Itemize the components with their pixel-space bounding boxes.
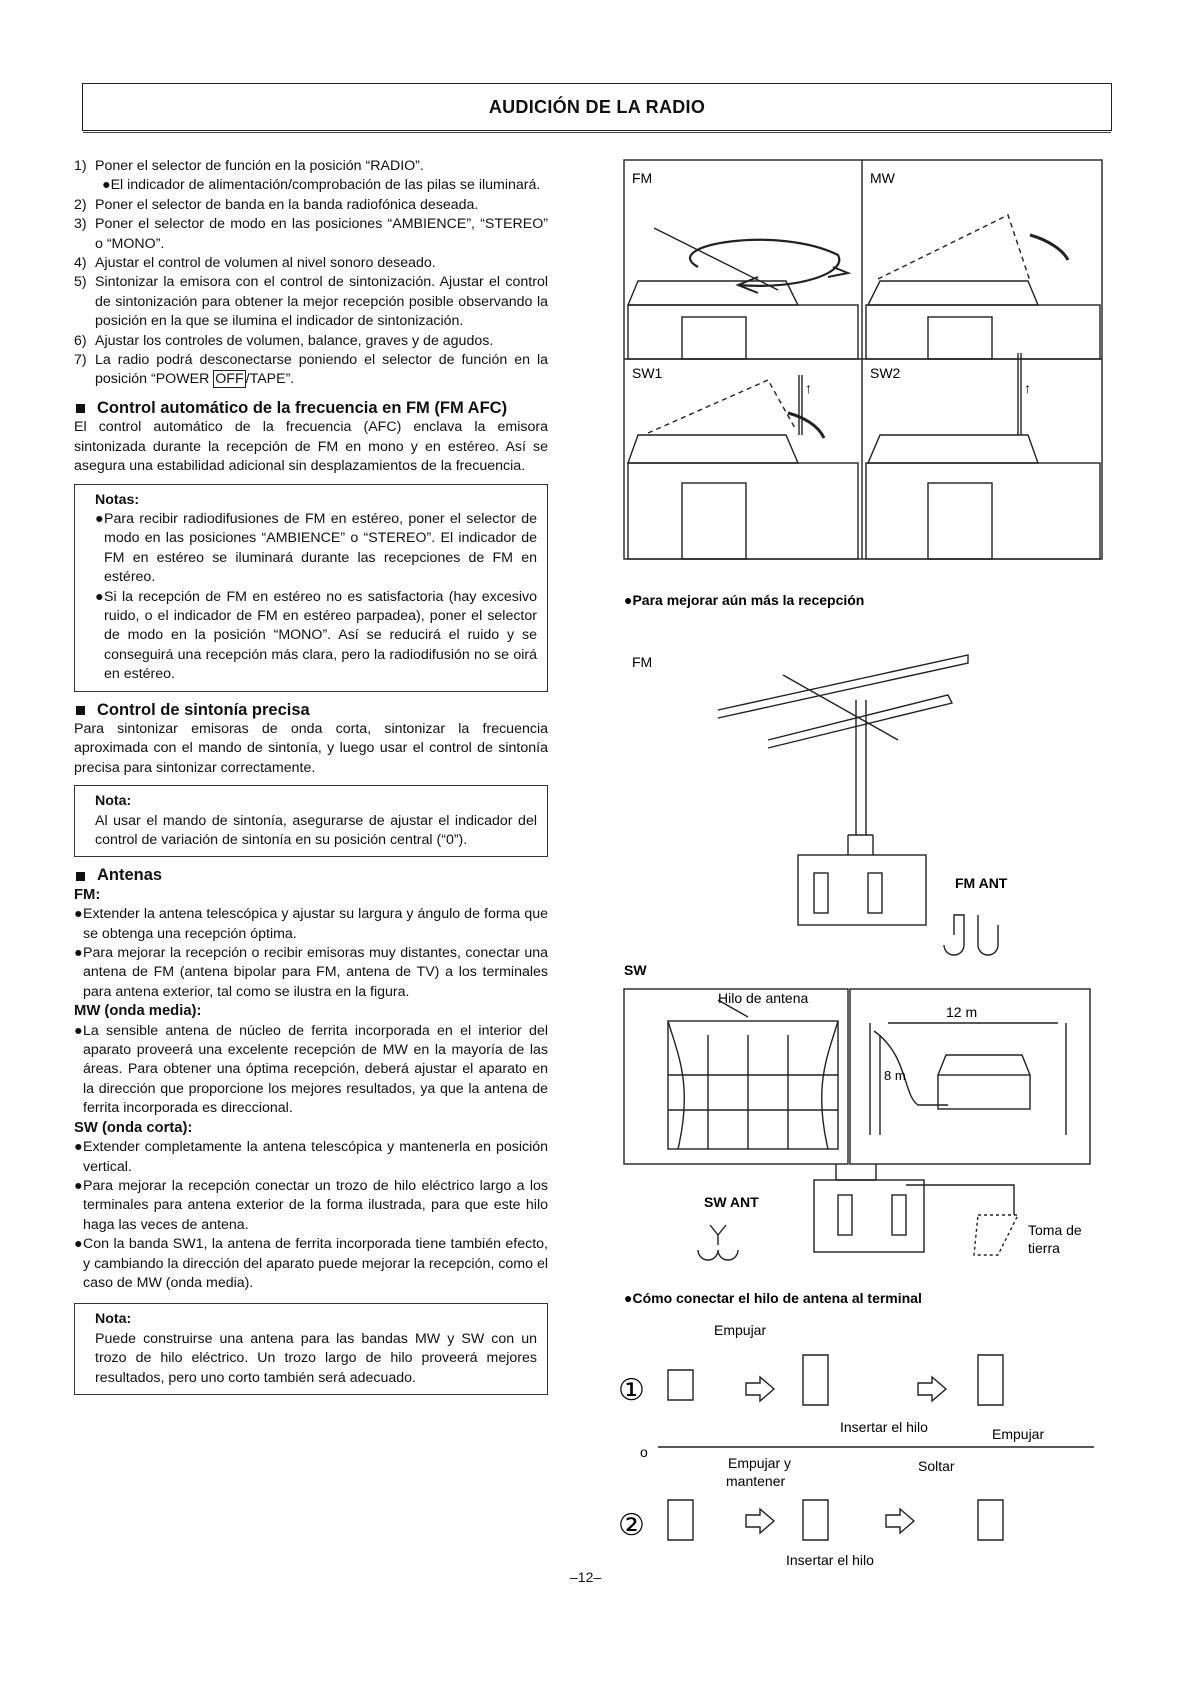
panel-sw2-label: SW2 (870, 365, 901, 381)
ground-label-2: tierra (1028, 1240, 1060, 1256)
step-2-icon: ② (618, 1509, 645, 1542)
step-item: 5) Sintonizar la emisora con el control de sintonización. Ajustar el control de sintonización para obtener la mejor recepción posible observando la posición en la que se ilumina el indicador de sintonización. (74, 274, 548, 330)
fm-ext-label: FM (632, 654, 653, 670)
insert-label-2: Insertar el hilo (786, 1552, 874, 1568)
push-hold-label-2: mantener (726, 1473, 786, 1489)
fm-item: ● Extender la antena telescópica y ajustar su largura y ángulo de forma que se obtenga una recepción óptima. (74, 906, 548, 942)
ground-label: Toma de (1028, 1222, 1082, 1238)
note-title: Nota: (95, 793, 132, 810)
afc-heading: Control automático de la frecuencia en FM (FM AFC) (74, 399, 548, 418)
terminal-block (798, 855, 926, 925)
note-text: Al usar el mando de sintonía, asegurarse de ajustar el indicador del control de variación de sintonía en su posición central (“0”). (95, 812, 537, 848)
figures-svg (618, 155, 1118, 1575)
fine-tuning-body: Para sintonizar emisoras de onda corta, sintonizar la frecuencia aproximada con el mando de sintonía, y luego usar el control de sintonía precisa para sintonizar correctamente. (74, 720, 548, 776)
up-arrow-icon: ↑ (805, 380, 812, 396)
step-item: 4) Ajustar el control de volumen al nivel sonoro deseado. (74, 255, 436, 272)
push-hold-label: Empujar y (728, 1455, 792, 1471)
afc-body: El control automático de la frecuencia (AFC) enclava la emisora sintonizada durante la recepción de FM en mono y en estéreo. Así se asegura una estabilidad adicional sin desplazamientos de la frecuencia. (74, 419, 548, 475)
notes-title: Notas: (95, 491, 140, 508)
fm-ant-label: FM ANT (955, 875, 1008, 891)
sw-item: ● Extender completamente la antena telescópica y mantenerla en posición vertical. (74, 1139, 548, 1175)
fm-subheading: FM: (74, 886, 101, 903)
fm-item: ● Para mejorar la recepción o recibir emisoras muy distantes, conectar una antena de FM (antena bipolar para FM, antena de TV) a los terminales para antena exterior, tal como se ilustra en la figura. (74, 945, 548, 1000)
afc-notes-box (74, 484, 548, 692)
sw-terminal-block (814, 1180, 924, 1252)
release-label: Soltar (918, 1458, 955, 1474)
improve-caption: ●Para mejorar aún más la recepción (624, 592, 865, 608)
sw-item: ● Con la banda SW1, la antena de ferrita incorporada tiene también efecto, y cambiando la dirección del aparato puede mejorar la recepción, como el caso de MW (onda media). (74, 1236, 548, 1291)
page-number: –12– (570, 1569, 602, 1585)
mw-subheading: MW (onda media): (74, 1003, 202, 1020)
sw-subheading: SW (onda corta): (74, 1119, 193, 1136)
panel-sw1-label: SW1 (632, 365, 663, 381)
sw-ant-label: SW ANT (704, 1194, 759, 1210)
fine-tuning-heading: Control de sintonía precisa (74, 701, 548, 720)
or-label: o (640, 1444, 648, 1460)
step-1-icon: ① (618, 1374, 645, 1407)
step-item: 6) Ajustar los controles de volumen, balance, graves y de agudos. (74, 332, 494, 349)
mw-item: ● La sensible antena de núcleo de ferrita incorporada en el interior del aparato proveerá una excelente recepción de MW en la mayoría de las áreas. Para obtener una óptima recepción, deberá ajustar el aparato en la dirección que proporcione los mejores resultados, ya que la antena de ferrita incorporada es direccional. (74, 1022, 548, 1117)
note-item: ● Para recibir radiodifusiones de FM en estéreo, poner el selector de modo en las posiciones “AMBIENCE” o “STEREO”. El indicador de FM en estéreo se iluminará durante las recepciones de FM en estéreo. (95, 510, 537, 586)
steps-list (74, 157, 548, 390)
fm-dipole-antenna (718, 655, 998, 955)
fine-note-box (74, 785, 548, 857)
note-title: Nota: (95, 1311, 132, 1328)
push-label-2: Empujar (992, 1426, 1045, 1442)
page-title: AUDICIÓN DE LA RADIO (82, 83, 1112, 131)
sw-section-label: SW (624, 962, 647, 978)
sw-item: ● Para mejorar la recepción conectar un trozo de hilo eléctrico largo a los terminales para antena exterior de la forma ilustrada, para que este hilo haga las veces de antena. (74, 1177, 548, 1233)
step-item: 3) Poner el selector de modo en las posiciones “AMBIENCE”, “STEREO” o “MONO”. (74, 216, 548, 252)
push-label: Empujar (714, 1322, 767, 1338)
step-item: 7) La radio podrá desconectarse poniendo el selector de función en la posición “POWER OFF /TAPE”. (74, 352, 548, 388)
distance-12m: 12 m (946, 1004, 978, 1020)
distance-8m: 8 m (884, 1068, 906, 1083)
antennas-heading: Antenas (74, 866, 548, 885)
panel-mw-label: MW (870, 170, 895, 186)
antenna-note-box (74, 1303, 548, 1395)
up-arrow-icon: ↑ (1024, 380, 1031, 396)
note-text: Puede construirse una antena para las bandas MW y SW con un trozo de hilo eléctrico. Un trozo largo de hilo proveerá mejores resultados, pero uno corto también será adecuado. (95, 1330, 537, 1386)
left-column (74, 157, 548, 1401)
off-box: OFF (215, 371, 244, 388)
step-item: 1) Poner el selector de función en la posición “RADIO”. (74, 158, 424, 174)
step-sub-item: ●El indicador de alimentación/comprobación de las pilas se iluminará. (102, 177, 541, 194)
connect-caption: ●Cómo conectar el hilo de antena al terminal (624, 1290, 922, 1306)
step-item: 2) Poner el selector de banda en la banda radiofónica deseada. (74, 196, 479, 213)
panel-fm-label: FM (632, 170, 653, 186)
insert-label: Insertar el hilo (840, 1419, 928, 1435)
right-column (618, 155, 1118, 1575)
wire-label: Hilo de antena (718, 990, 809, 1006)
note-item: ● Si la recepción de FM en estéreo no es satisfactoria (hay excesivo ruido, o el indicador de FM en estéreo parpadea), poner el selector de modo en la posición “MONO”. Así se reducirá el ruido y se conseguirá una recepción más clara, pero la radiodifusión no se oirá en estéreo. (95, 588, 537, 683)
window-scene (624, 989, 848, 1164)
